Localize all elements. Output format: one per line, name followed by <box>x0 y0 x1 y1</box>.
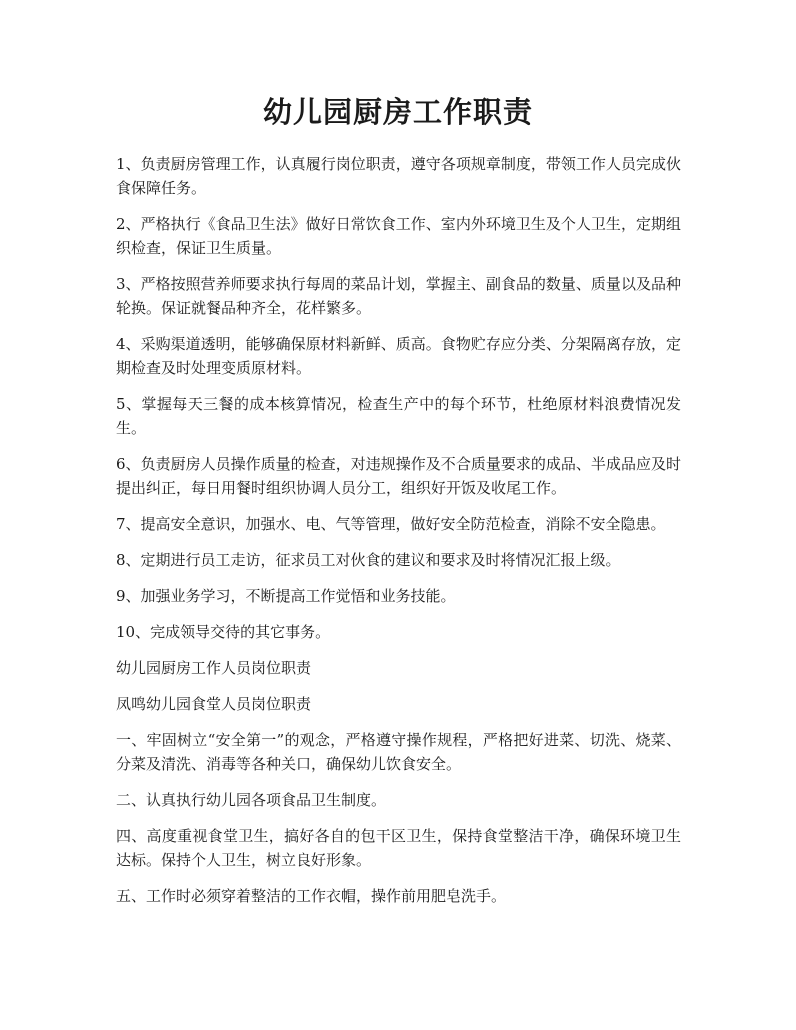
document-title: 幼儿园厨房工作职责 <box>262 95 533 129</box>
section-heading-staff-duties: 幼儿园厨房工作人员岗位职责 <box>116 659 312 677</box>
paragraph-10: 10、完成领导交待的其它事务。 <box>116 623 331 641</box>
paragraph-item-4: 四、高度重视食堂卫生，搞好各自的包干区卫生，保持食堂整洁干净，确保环境卫生达标。保持个人卫生，树立良好形象。 <box>116 827 681 869</box>
document-body <box>116 152 681 920</box>
paragraph-item-1: 一、牢固树立“安全第一”的观念，严格遵守操作规程，严格把好进菜、切洗、烧菜、分菜及清洗、消毒等各种关口，确保幼儿饮食安全。 <box>116 731 681 773</box>
paragraph-6: 6、负责厨房人员操作质量的检查，对违规操作及不合质量要求的成品、半成品应及时提出纠正，每日用餐时组织协调人员分工，组织好开饭及收尾工作。 <box>116 455 681 497</box>
section-heading-canteen-duties: 凤鸣幼儿园食堂人员岗位职责 <box>116 695 312 713</box>
paragraph-9: 9、加强业务学习，不断提高工作觉悟和业务技能。 <box>116 587 456 605</box>
paragraph-8: 8、定期进行员工走访，征求员工对伙食的建议和要求及时将情况汇报上级。 <box>116 551 621 569</box>
paragraph-item-2: 二、认真执行幼儿园各项食品卫生制度。 <box>116 791 387 809</box>
paragraph-5: 5、掌握每天三餐的成本核算情况，检查生产中的每个环节，杜绝原材料浪费情况发生。 <box>116 395 681 437</box>
paragraph-2: 2、严格执行《食品卫生法》做好日常饮食工作、室内外环境卫生及个人卫生，定期组织检查，保证卫生质量。 <box>116 215 681 257</box>
paragraph-7: 7、提高安全意识，加强水、电、气等管理，做好安全防范检查，消除不安全隐患。 <box>116 515 666 533</box>
paragraph-item-5: 五、工作时必须穿着整洁的工作衣帽，操作前用肥皂洗手。 <box>116 887 507 905</box>
paragraph-3: 3、严格按照营养师要求执行每周的菜品计划，掌握主、副食品的数量、质量以及品种轮换。保证就餐品种齐全，花样繁多。 <box>116 275 681 317</box>
paragraph-1: 1、负责厨房管理工作，认真履行岗位职责，遵守各项规章制度，带领工作人员完成伙食保障任务。 <box>116 155 681 197</box>
paragraph-4: 4、采购渠道透明，能够确保原材料新鲜、质高。食物贮存应分类、分架隔离存放，定期检查及时处理变质原材料。 <box>116 335 681 377</box>
